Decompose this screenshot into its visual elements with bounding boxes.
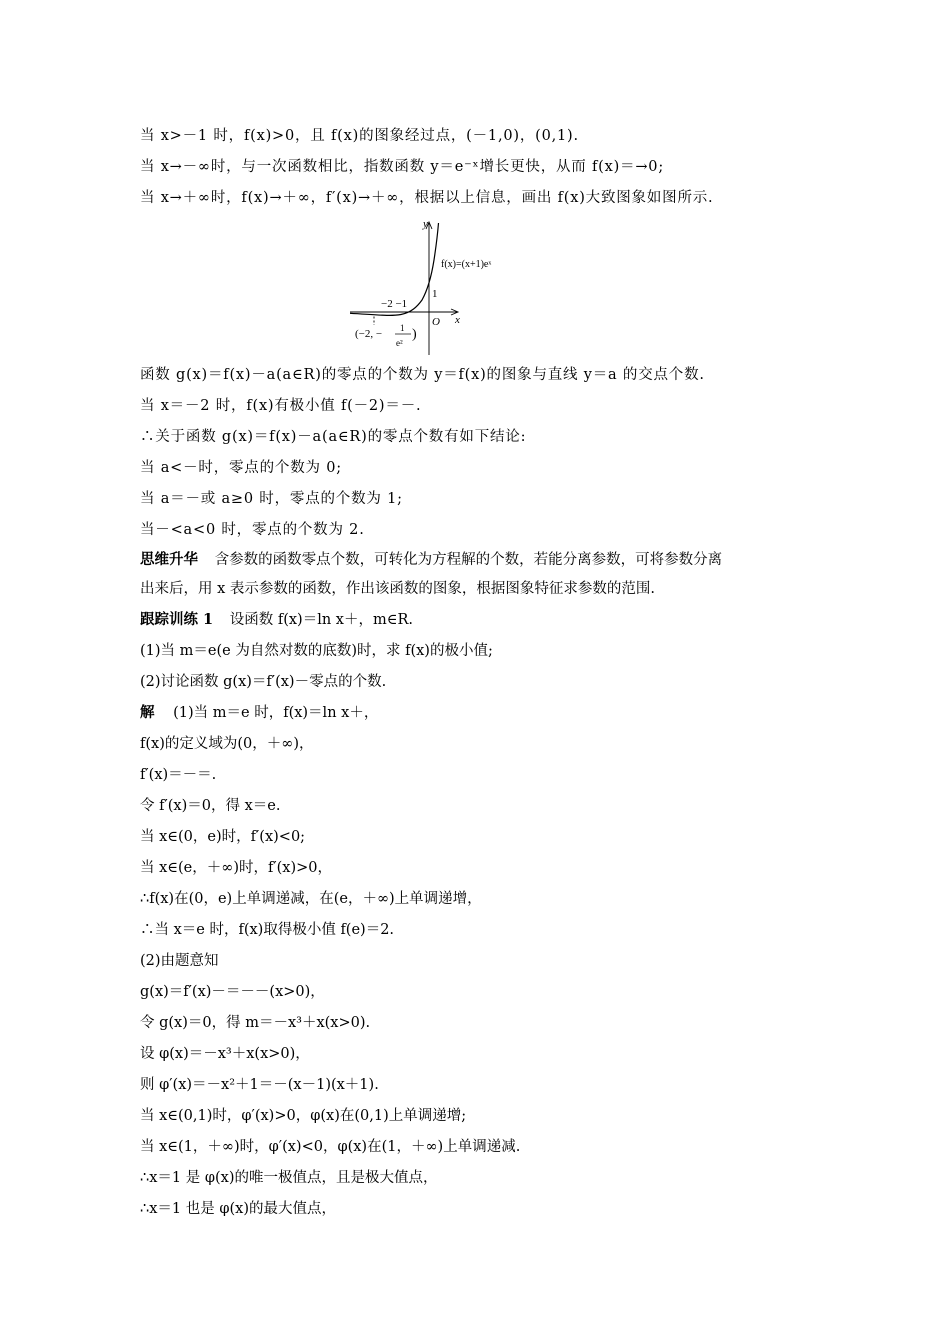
exercise-title: 跟踪训练 1 — [140, 611, 214, 628]
text-line: 函数 g(x)＝f(x)－a(a∈R)的零点的个数为 y＝f(x)的图象与直线 y＝a 的交点个数. — [140, 367, 705, 383]
solution-line: g(x)＝f′(x)－＝－－(x>0)， — [140, 984, 325, 1000]
exercise-line — [140, 610, 413, 630]
tick-neg-labels: −2 −1 — [381, 298, 408, 310]
origin-label: O — [432, 316, 440, 328]
y-axis-label: y — [423, 218, 428, 230]
solution-line: 令 g(x)＝0，得 m＝－x³＋x(x>0). — [140, 1015, 371, 1031]
text-line: 当 x>－1 时，f(x)>0，且 f(x)的图象经过点，(－1,0)，(0,1). — [140, 128, 579, 144]
solution-line: ∴当 x＝e 时，f(x)取得极小值 f(e)＝2. — [140, 922, 395, 938]
min-frac-den: e² — [396, 338, 403, 348]
curve-label: f(x)=(x+1)eˣ — [441, 259, 492, 270]
solution-text: (1)当 m＝e 时，f(x)＝ln x＋， — [173, 705, 379, 721]
tick-one-label: 1 — [432, 288, 438, 300]
x-axis-label: x — [455, 314, 460, 326]
solution-line: 则 φ′(x)＝－x²＋1＝－(x－1)(x＋1). — [140, 1077, 379, 1093]
exercise-text: 设函数 f(x)＝ln x＋，m∈R. — [229, 612, 413, 628]
solution-line: ∴x＝1 是 φ(x)的唯一极值点，且是极大值点， — [140, 1170, 438, 1186]
text-line: 当 a＝－或 a≥0 时，零点的个数为 1; — [140, 491, 403, 507]
solution-line: 当 x∈(1，＋∞)时，φ′(x)<0，φ(x)在(1，＋∞)上单调递减. — [140, 1139, 521, 1155]
solution-line: 当 x∈(e，＋∞)时，f′(x)>0， — [140, 860, 333, 876]
min-point-label: (−2, − — [355, 328, 383, 340]
text-line: 当－<a<0 时，零点的个数为 2. — [140, 522, 365, 538]
text-line: 当 a<－时，零点的个数为 0; — [140, 460, 342, 476]
question-1: (1)当 m＝e(e 为自然对数的底数)时，求 f(x)的极小值; — [140, 643, 493, 659]
min-frac-num: 1 — [400, 323, 405, 333]
solution-line: f(x)的定义域为(0，＋∞)， — [140, 736, 314, 752]
solution-line: ∴f(x)在(0，e)上单调递减，在(e，＋∞)上单调递增， — [140, 891, 482, 907]
summary-line-2: 出来后，用 x 表示参数的函数，作出该函数的图象，根据图象特征求参数的范围. — [140, 581, 656, 597]
solution-label: 解 — [140, 704, 155, 721]
text-line: 当 x→＋∞时，f(x)→＋∞，f′(x)→＋∞，根据以上信息，画出 f(x)大致图象如图所示. — [140, 190, 714, 206]
solution-line: 设 φ(x)＝－x³＋x(x>0)， — [140, 1046, 310, 1062]
function-graph — [345, 215, 545, 360]
solution-line: 令 f′(x)＝0，得 x＝e. — [140, 798, 281, 814]
solution-line: f′(x)＝－＝. — [140, 767, 217, 783]
solution-line: 当 x∈(0，e)时，f′(x)<0; — [140, 829, 306, 845]
text-line: 当 x＝－2 时，f(x)有极小值 f(－2)＝－. — [140, 398, 422, 414]
solution-line: 当 x∈(0,1)时，φ′(x)>0，φ(x)在(0,1)上单调递增; — [140, 1108, 467, 1124]
text-line: ∴关于函数 g(x)＝f(x)－a(a∈R)的零点个数有如下结论: — [140, 429, 527, 445]
solution-line: (2)由题意知 — [140, 953, 219, 969]
summary-title: 思维升华 — [140, 551, 198, 568]
solution-first-line — [140, 703, 378, 723]
summary-text: 含参数的函数零点个数，可转化为方程解的个数，若能分离参数，可将参数分离 — [214, 552, 723, 568]
summary-line — [140, 550, 722, 570]
min-point-close: ) — [412, 327, 417, 342]
solution-line: ∴x＝1 也是 φ(x)的最大值点， — [140, 1201, 336, 1217]
question-2: (2)讨论函数 g(x)＝f′(x)－零点的个数. — [140, 674, 387, 690]
text-line: 当 x→－∞时，与一次函数相比，指数函数 y＝e⁻ˣ增长更快，从而 f(x)＝→0; — [140, 159, 665, 175]
